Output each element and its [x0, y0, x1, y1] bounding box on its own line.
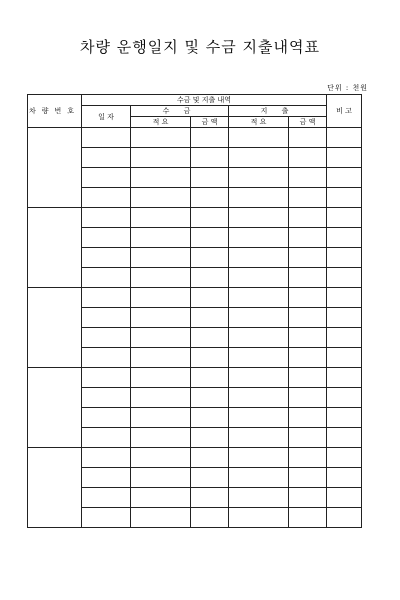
income-summary-cell[interactable] [131, 408, 191, 428]
expense-header: 지 출 [229, 106, 327, 117]
income-summary-header: 적 요 [131, 117, 191, 128]
remarks-cell[interactable] [327, 408, 362, 428]
remarks-cell[interactable] [327, 368, 362, 388]
remarks-cell[interactable] [327, 328, 362, 348]
date-cell[interactable] [82, 148, 131, 168]
income-amount-cell[interactable] [191, 408, 229, 428]
expense-summary-cell[interactable] [229, 368, 289, 388]
expense-summary-cell[interactable] [229, 468, 289, 488]
expense-amount-cell[interactable] [289, 328, 327, 348]
remarks-cell[interactable] [327, 168, 362, 188]
date-cell[interactable] [82, 468, 131, 488]
expense-amount-cell[interactable] [289, 448, 327, 468]
date-cell[interactable] [82, 448, 131, 468]
table-row [28, 208, 362, 228]
income-summary-cell[interactable] [131, 488, 191, 508]
date-header: 일 자 [82, 106, 131, 128]
expense-amount-cell[interactable] [289, 408, 327, 428]
table-row [28, 288, 362, 308]
remarks-cell[interactable] [327, 188, 362, 208]
income-amount-cell[interactable] [191, 208, 229, 228]
income-amount-cell[interactable] [191, 268, 229, 288]
vehicle-number-cell[interactable] [28, 288, 82, 368]
income-summary-cell[interactable] [131, 328, 191, 348]
vehicle-number-header: 차량번호 [28, 95, 82, 128]
vehicle-number-cell[interactable] [28, 448, 82, 528]
expense-summary-cell[interactable] [229, 348, 289, 368]
remarks-cell[interactable] [327, 428, 362, 448]
date-cell[interactable] [82, 408, 131, 428]
ledger-table [27, 94, 362, 528]
income-amount-cell[interactable] [191, 248, 229, 268]
remarks-cell[interactable] [327, 288, 362, 308]
remarks-cell[interactable] [327, 468, 362, 488]
income-amount-cell[interactable] [191, 308, 229, 328]
income-amount-cell[interactable] [191, 428, 229, 448]
vehicle-number-cell[interactable] [28, 368, 82, 448]
remarks-cell[interactable] [327, 308, 362, 328]
remarks-cell[interactable] [327, 128, 362, 148]
income-amount-header: 금 액 [191, 117, 229, 128]
expense-summary-cell[interactable] [229, 288, 289, 308]
income-summary-cell[interactable] [131, 148, 191, 168]
ledger-body [28, 128, 362, 528]
expense-summary-cell[interactable] [229, 228, 289, 248]
expense-summary-cell[interactable] [229, 308, 289, 328]
date-cell[interactable] [82, 248, 131, 268]
expense-summary-cell[interactable] [229, 408, 289, 428]
expense-summary-cell[interactable] [229, 388, 289, 408]
income-summary-cell[interactable] [131, 308, 191, 328]
remarks-cell[interactable] [327, 268, 362, 288]
income-amount-cell[interactable] [191, 448, 229, 468]
remarks-cell[interactable] [327, 488, 362, 508]
income-amount-cell[interactable] [191, 368, 229, 388]
remarks-cell[interactable] [327, 148, 362, 168]
date-cell[interactable] [82, 308, 131, 328]
expense-amount-cell[interactable] [289, 388, 327, 408]
table-row [28, 368, 362, 388]
income-amount-cell[interactable] [191, 188, 229, 208]
remarks-cell[interactable] [327, 448, 362, 468]
expense-summary-header: 적 요 [229, 117, 289, 128]
table-row [28, 448, 362, 468]
income-amount-cell[interactable] [191, 148, 229, 168]
income-summary-cell[interactable] [131, 468, 191, 488]
expense-summary-cell[interactable] [229, 188, 289, 208]
income-summary-cell[interactable] [131, 188, 191, 208]
date-cell[interactable] [82, 348, 131, 368]
remarks-cell[interactable] [327, 228, 362, 248]
expense-amount-cell[interactable] [289, 268, 327, 288]
expense-summary-cell[interactable] [229, 328, 289, 348]
income-expense-header: 수금 및 지출 내역 [82, 95, 327, 106]
income-amount-cell[interactable] [191, 328, 229, 348]
expense-amount-cell[interactable] [289, 508, 327, 528]
remarks-cell[interactable] [327, 248, 362, 268]
expense-summary-cell[interactable] [229, 508, 289, 528]
remarks-cell[interactable] [327, 388, 362, 408]
income-summary-cell[interactable] [131, 368, 191, 388]
date-cell[interactable] [82, 488, 131, 508]
expense-amount-cell[interactable] [289, 348, 327, 368]
date-cell[interactable] [82, 388, 131, 408]
income-summary-cell[interactable] [131, 288, 191, 308]
income-amount-cell[interactable] [191, 348, 229, 368]
expense-summary-cell[interactable] [229, 488, 289, 508]
income-header: 수 금 [131, 106, 229, 117]
income-summary-cell[interactable] [131, 388, 191, 408]
expense-summary-cell[interactable] [229, 168, 289, 188]
income-summary-cell[interactable] [131, 448, 191, 468]
expense-amount-cell[interactable] [289, 468, 327, 488]
remarks-cell[interactable] [327, 508, 362, 528]
remarks-header: 비 고 [327, 95, 362, 128]
income-amount-cell[interactable] [191, 228, 229, 248]
expense-amount-cell[interactable] [289, 428, 327, 448]
date-cell[interactable] [82, 428, 131, 448]
income-summary-cell[interactable] [131, 508, 191, 528]
expense-amount-cell[interactable] [289, 308, 327, 328]
expense-amount-cell[interactable] [289, 488, 327, 508]
expense-summary-cell[interactable] [229, 128, 289, 148]
date-cell[interactable] [82, 208, 131, 228]
date-cell[interactable] [82, 368, 131, 388]
remarks-cell[interactable] [327, 208, 362, 228]
expense-amount-header: 금 액 [289, 117, 327, 128]
date-cell[interactable] [82, 508, 131, 528]
remarks-cell[interactable] [327, 348, 362, 368]
income-amount-cell[interactable] [191, 128, 229, 148]
income-amount-cell[interactable] [191, 508, 229, 528]
expense-amount-cell[interactable] [289, 288, 327, 308]
date-cell[interactable] [82, 128, 131, 148]
document-title: 차량 운행일지 및 수금 지출내역표 [80, 38, 320, 56]
date-cell[interactable] [82, 168, 131, 188]
income-amount-cell[interactable] [191, 468, 229, 488]
vehicle-number-cell[interactable] [28, 128, 82, 208]
date-cell[interactable] [82, 188, 131, 208]
income-summary-cell[interactable] [131, 348, 191, 368]
income-summary-cell[interactable] [131, 268, 191, 288]
income-summary-cell[interactable] [131, 128, 191, 148]
income-amount-cell[interactable] [191, 168, 229, 188]
unit-label: 단위 : 천원 [327, 84, 368, 92]
expense-amount-cell[interactable] [289, 368, 327, 388]
income-summary-cell[interactable] [131, 248, 191, 268]
income-summary-cell[interactable] [131, 428, 191, 448]
date-cell[interactable] [82, 288, 131, 308]
expense-summary-cell[interactable] [229, 428, 289, 448]
income-summary-cell[interactable] [131, 228, 191, 248]
table-row [28, 128, 362, 148]
date-cell[interactable] [82, 228, 131, 248]
income-summary-cell[interactable] [131, 208, 191, 228]
expense-summary-cell[interactable] [229, 208, 289, 228]
expense-amount-cell[interactable] [289, 188, 327, 208]
income-summary-cell[interactable] [131, 168, 191, 188]
expense-amount-cell[interactable] [289, 228, 327, 248]
income-amount-cell[interactable] [191, 388, 229, 408]
expense-amount-cell[interactable] [289, 128, 327, 148]
date-cell[interactable] [82, 268, 131, 288]
expense-amount-cell[interactable] [289, 148, 327, 168]
vehicle-number-cell[interactable] [28, 208, 82, 288]
expense-amount-cell[interactable] [289, 208, 327, 228]
expense-summary-cell[interactable] [229, 268, 289, 288]
expense-summary-cell[interactable] [229, 248, 289, 268]
expense-amount-cell[interactable] [289, 248, 327, 268]
expense-summary-cell[interactable] [229, 148, 289, 168]
expense-amount-cell[interactable] [289, 168, 327, 188]
date-cell[interactable] [82, 328, 131, 348]
income-amount-cell[interactable] [191, 488, 229, 508]
expense-summary-cell[interactable] [229, 448, 289, 468]
income-amount-cell[interactable] [191, 288, 229, 308]
